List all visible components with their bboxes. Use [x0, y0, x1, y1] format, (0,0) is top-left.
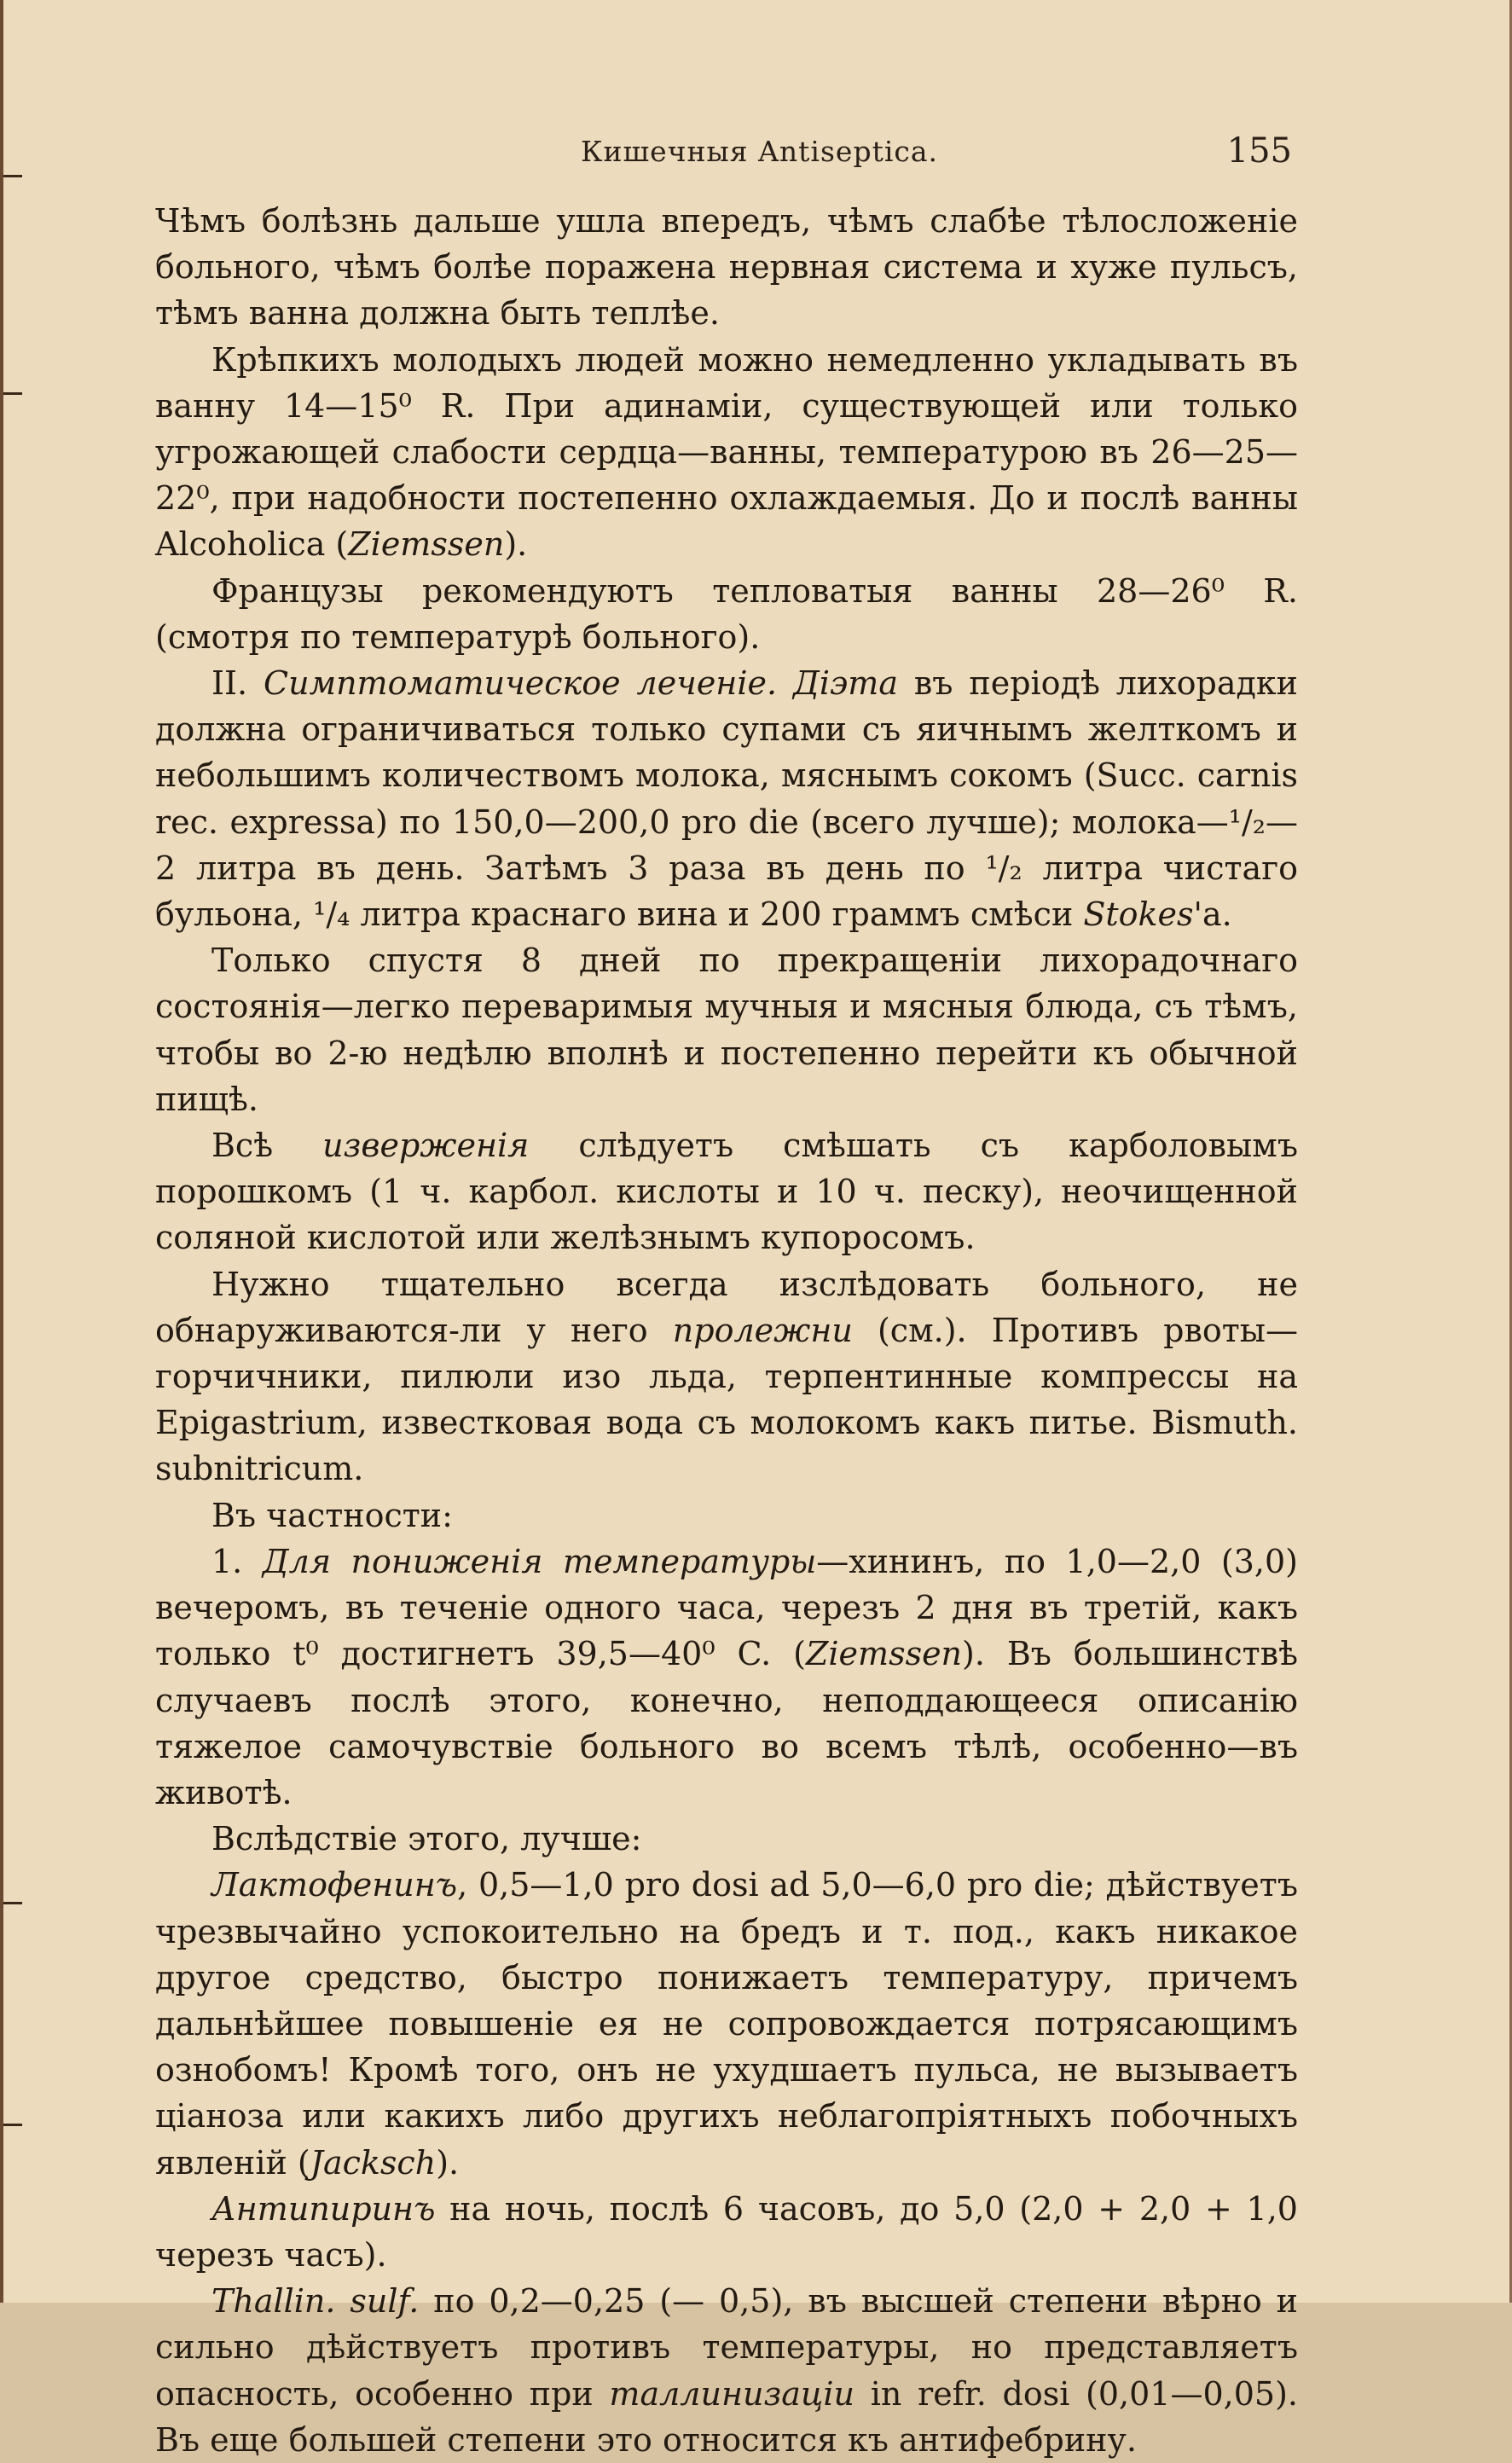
- margin-mark: [3, 2124, 22, 2126]
- margin-mark: [3, 392, 22, 395]
- author-name: Stokes: [1083, 895, 1194, 934]
- term: изверженія: [322, 1127, 530, 1165]
- drug-name: Лактофенинъ: [211, 1866, 458, 1904]
- term: Діэта: [792, 664, 898, 703]
- paragraph: Вслѣдствіе этого, лучше:: [211, 1820, 642, 1858]
- page-number: 155: [1226, 131, 1292, 171]
- author-name: Ziemssen: [805, 1635, 963, 1673]
- paragraph: Французы рекомендуютъ тепловатыя ванны 28—26⁰ R. (смотря по температурѣ больного).: [155, 571, 1298, 656]
- paragraph: Thallin. sulf. по 0,2—0,25 (— 0,5), въ высшей степени вѣрно и сильно дѣйствуетъ противъ температуры, но представляетъ опасность, особенно при таллинизаціи in refr. dosi (0,01—0,05). Въ еще большей степени это относится къ антифебрину.: [155, 2282, 1299, 2459]
- paragraph: Антипиринъ на ночь, послѣ 6 часовъ, до 5,0 (2,0 + 2,0 + 1,0 черезъ часъ).: [155, 2189, 1298, 2274]
- paragraph: II. Симптоматическое леченіе. Діэта въ періодѣ лихорадки должна ограничиваться только супами съ яичнымъ желткомъ и небольшимъ количествомъ молока, мяснымъ сокомъ (Succ. carnis rec. expressa) по 150,0—200,0 pro die (всего лучше); молока—¹/₂—2 литра въ день. Затѣмъ 3 раза въ день по ¹/₂ литра чистаго бульона, ¹/₄ литра краснаго вина и 200 граммъ смѣси Stokes'а.: [155, 664, 1298, 934]
- author-name: Ziemssen: [348, 525, 505, 564]
- paragraph: Нужно тщательно всегда изслѣдовать больного, не обнаруживаются-ли у него пролежни (см.). Противъ рвоты—горчичники, пилюли изо льда, терпентинные компрессы на Epigastrium, известковая вода съ молокомъ какъ питье. Bismuth. subnitricum.: [155, 1265, 1299, 1488]
- paragraph: Всѣ изверженія слѣдуетъ смѣшать съ карболовымъ порошкомъ (1 ч. карбол. кислоты и 10 ч. песку), неочищенной соляной кислотой или желѣзнымъ купоросомъ.: [155, 1127, 1298, 1257]
- page-header: [3, 131, 1512, 177]
- margin-mark: [3, 1902, 22, 1904]
- term: таллинизаціи: [609, 2374, 855, 2413]
- term: пролежни: [672, 1311, 853, 1349]
- paragraph: Лактофенинъ, 0,5—1,0 pro dosi ad 5,0—6,0 pro die; дѣйствуетъ чрезвычайно успокоительно на бредъ и т. под., какъ никакое другое средство, быстро понижаетъ температуру, причемъ дальнѣйшее повышеніе ея не сопровождается потрясающимъ ознобомъ! Кромѣ того, онъ не ухудшаетъ пульса, не вызываетъ ціаноза или какихъ либо другихъ неблагопріятныхъ побочныхъ явленій (Jacksch).: [155, 1866, 1298, 2182]
- term: Для пониженія температуры: [262, 1542, 817, 1580]
- section-title: Симптоматическое леченіе.: [264, 664, 778, 703]
- running-title: Кишечныя Antiseptica.: [580, 135, 939, 168]
- paragraph: Крѣпкихъ молодыхъ людей можно немедленно укладывать въ ванну 14—15⁰ R. При адинаміи, существующей или только угрожающей слабости сердца—ванны, температурою въ 26—25—22⁰, при надобности постепенно охлаждаемыя. До и послѣ ванны Alcoholica (Ziemssen).: [155, 340, 1298, 564]
- paragraph: Въ частности:: [211, 1496, 453, 1534]
- drug-name: Антипиринъ: [211, 2189, 436, 2228]
- paragraph: Чѣмъ болѣзнь дальше ушла впередъ, чѣмъ слабѣе тѣлосложеніе больного, чѣмъ болѣе поражена нервная система и хуже пульсъ, тѣмъ ванна должна быть теплѣе.: [155, 202, 1298, 333]
- page-body: [155, 198, 1298, 2463]
- author-name: Jacksch: [310, 2143, 437, 2182]
- paragraph: 1. Для пониженія температуры—хининъ, по 1,0—2,0 (3,0) вечеромъ, въ теченіе одного часа, черезъ 2 дня въ третій, какъ только t⁰ достигнетъ 39,5—40⁰ C. (Ziemssen). Въ большинствѣ случаевъ послѣ этого, конечно, неподдающееся описанію тяжелое самочувствіе больного во всемъ тѣлѣ, особенно—въ животѣ.: [155, 1542, 1298, 1811]
- paragraph: Только спустя 8 дней по прекращеніи лихорадочнаго состоянія—легко переваримыя мучныя и мясныя блюда, съ тѣмъ, чтобы во 2-ю недѣлю вполнѣ и постепенно перейти къ обычной пищѣ.: [155, 942, 1298, 1118]
- drug-name: Thallin. sulf.: [211, 2282, 420, 2321]
